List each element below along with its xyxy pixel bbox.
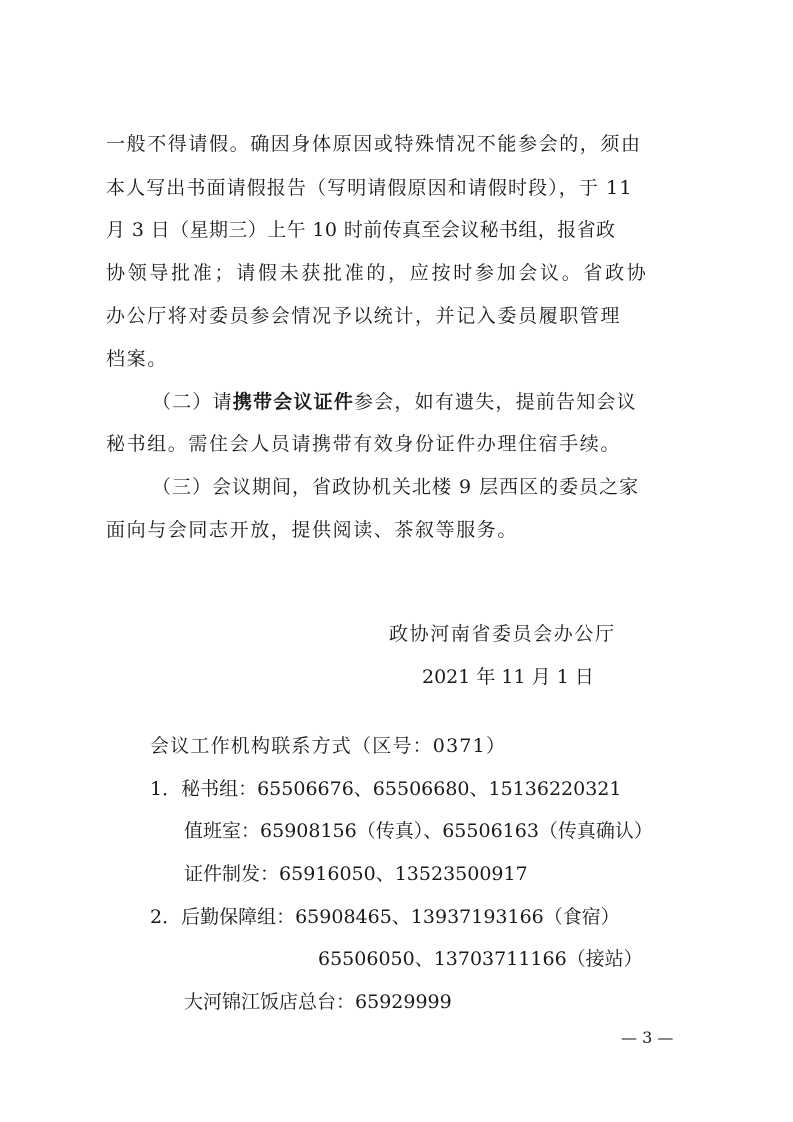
text-line: 办公厅将对委员参会情况予以统计，并记入委员履职管理	[106, 305, 622, 327]
contact-label: 值班室：	[184, 820, 261, 842]
issuing-organization: 政协河南省委员会办公厅	[389, 623, 616, 645]
text-line: 面向与会同志开放，提供阅读、茶叙等服务。	[106, 519, 519, 541]
emphasis-text: 携带会议证件	[232, 391, 355, 413]
text-run: 参会，如有遗失，提前告知会议	[354, 391, 637, 413]
contact-value-continued: 65506050、13703711166（接站）	[318, 948, 643, 970]
issue-date: 2021 年 11 月 1 日	[422, 666, 594, 688]
contact-label: 2．后勤保障组：	[150, 906, 296, 928]
contact-value: 65916050、13523500917	[279, 863, 528, 885]
text-line: 协领导批准；请假未获批准的，应按时参加会议。省政协	[106, 262, 649, 284]
contact-value: 65908156（传真）、65506163（传真确认）	[260, 820, 653, 842]
contact-subitem-duty-room	[184, 818, 653, 844]
text-run: （二）请	[152, 391, 233, 413]
contact-subitem-hotel	[184, 989, 452, 1015]
contact-value: 65506676、65506680、15136220321	[257, 778, 622, 800]
contact-label: 大河锦江饭店总台：	[184, 991, 356, 1013]
text-line	[152, 389, 637, 415]
text-line: 一般不得请假。确因身体原因或特殊情况不能参会的，须由	[106, 133, 642, 155]
text-line: 月 3 日（星期三）上午 10 时前传真至会议秘书组，报省政	[106, 219, 616, 241]
page-number: — 3 —	[621, 1028, 674, 1047]
text-line: （三）会议期间，省政协机关北楼 9 层西区的委员之家	[152, 476, 640, 498]
contact-subitem-credentials	[184, 861, 528, 887]
contact-value: 65929999	[355, 991, 452, 1013]
text-line: 档案。	[106, 348, 168, 370]
text-line: 秘书组。需住会人员请携带有效身份证件办理住宿手续。	[106, 433, 622, 455]
text-line: 本人写出书面请假报告（写明请假原因和请假时段），于 11	[106, 177, 633, 199]
contact-label: 1．秘书组：	[150, 778, 258, 800]
contact-heading: 会议工作机构联系方式（区号：0371）	[150, 735, 507, 757]
contact-value: 65908465、13937193166（食宿）	[295, 906, 620, 928]
contact-item-logistics	[150, 904, 620, 930]
contact-label: 证件制发：	[184, 863, 280, 885]
contact-item-secretariat	[150, 776, 621, 802]
